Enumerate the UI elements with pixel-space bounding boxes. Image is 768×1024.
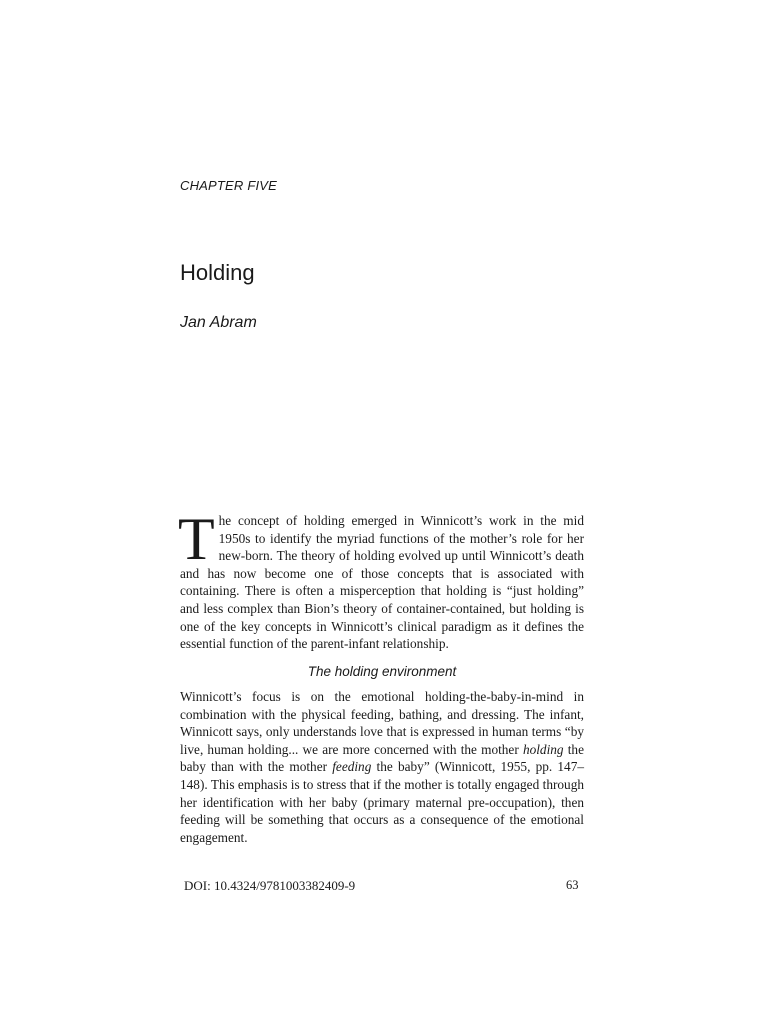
section-emphasis-feeding: feeding: [332, 759, 372, 775]
chapter-label: CHAPTER FIVE: [180, 178, 278, 193]
section-text-2: the baby than with the mother: [180, 741, 584, 775]
section-heading: The holding environment: [307, 664, 457, 679]
section-text-1: Winnicott’s focus is on the emotional holding-the-baby-in-mind in combination with the physical feeding, bathing, and dressing. The infant, Winnicott says, only understands love that is expressed in human terms “by live, human holding... we are more concerned with the mother: [180, 689, 584, 757]
section-text-3: the baby” (Winnicott, 1955, pp. 147–148). This emphasis is to stress that if the mother is totally engaged through her identification with her baby (primary maternal pre-occupation), then feeding will be something that occurs as a consequence of the emotional engagement.: [180, 759, 584, 845]
intro-text: he concept of holding emerged in Winnicott’s work in the mid 1950s to identify the myriad functions of the mother’s role for her new-born. The theory of holding evolved up until Winnicott’s death and has now become one of those concepts that is associated with containing. There is often a misperception that holding is “just holding” and less complex than Bion’s theory of container-contained, but holding is one of the key concepts in Winnicott’s clinical paradigm as it defines the essential function of the parent-infant relationship.: [180, 513, 584, 652]
section-emphasis-holding: holding: [522, 741, 564, 757]
chapter-title: Holding: [180, 260, 255, 285]
author-name: Jan Abram: [180, 314, 257, 331]
section-paragraph: [180, 688, 584, 846]
footer-doi: DOI: 10.4324/9781003382409-9: [184, 878, 356, 893]
drop-cap: T: [178, 506, 215, 572]
intro-paragraph: [178, 506, 584, 653]
page-number: 63: [566, 878, 579, 892]
